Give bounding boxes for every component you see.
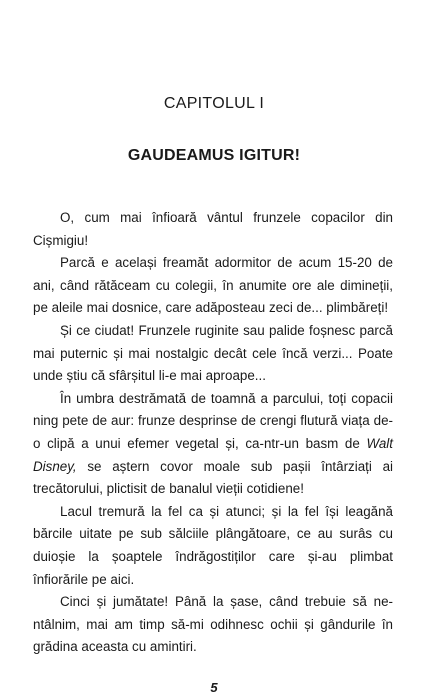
- paragraph-text: se aștern covor moale sub pașii întârziați ai trecătorului, plictisit de banalul vieții cotidiene!: [33, 458, 393, 497]
- paragraph-text: În umbra destrămată de toamnă a parcului, toți copacii ning pete de aur: frunze desprinse de crengi flutură viața de-o clipă a unui efemer vegetal și, ca-ntr-un basm de: [33, 390, 393, 451]
- chapter-label: CAPITOLUL I: [163, 95, 265, 112]
- emphasis-text: Walt Disney,: [33, 435, 393, 474]
- page-number: 5: [210, 680, 218, 695]
- paragraph: O, cum mai înfioară vântul frunzele copacilor din Cișmigiu!: [33, 210, 393, 248]
- paragraph: Lacul tremură la fel ca și atunci; și la fel își leagănă bărcile uitate pe sub sălciile plângătoare, ce au surâs cu duioșie la șoaptele îndrăgostiților care și-au plimbat înfiorările pe aici.: [33, 503, 393, 587]
- paragraph: Parcă e același freamăt adormitor de acum 15-20 de ani, când rătăceam cu colegii, în anumite ore ale dimineții, pe aleile mai dosnice, care adăposteau zeci de... plimbăreți!: [33, 255, 393, 316]
- chapter-title: GAUDEAMUS IGITUR!: [127, 147, 301, 164]
- paragraph: Cinci și jumătate! Până la șase, când trebuie să ne-ntâlnim, mai am timp să-mi odihnesc ochii și gândurile în grădina aceasta cu amintiri.: [33, 594, 393, 655]
- body-text: [33, 207, 393, 659]
- paragraph: [33, 388, 393, 501]
- paragraph: Și ce ciudat! Frunzele ruginite sau palide foșnesc parcă mai puternic și mai nostalgic decât cele încă verzi... Poate unde știu că sfârșitul li-e mai aproape...: [33, 322, 393, 384]
